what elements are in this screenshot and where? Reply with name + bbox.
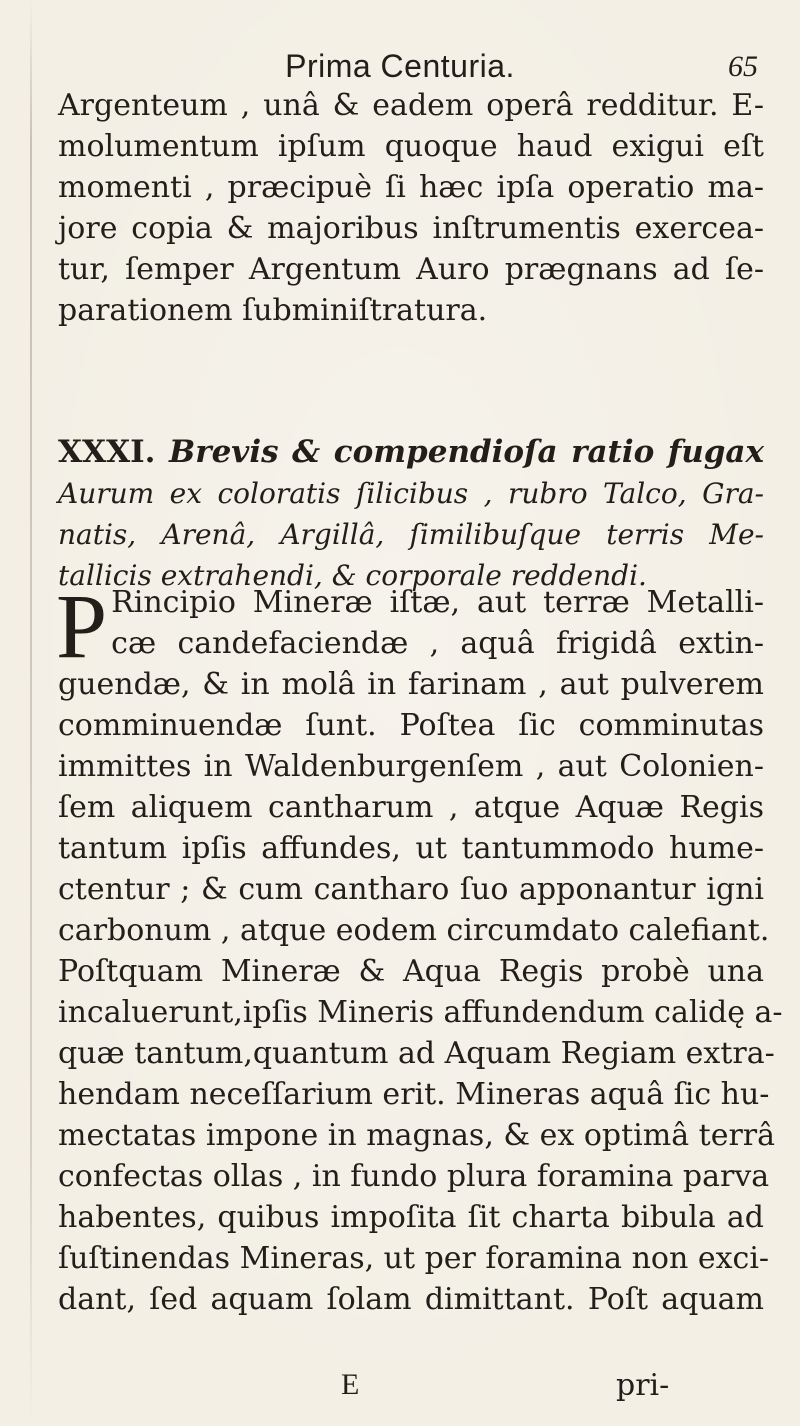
text-line: quæ tantum,quantum ad Aquam Regiam extra- <box>58 1036 775 1071</box>
catchword: pri- <box>616 1368 670 1403</box>
running-title: Prima Centuria. <box>285 48 515 84</box>
text-line: tur, ſemper Argentum Auro prægnans ad ſe- <box>58 252 764 287</box>
gutter-shadow <box>30 0 32 1426</box>
text-line: cæ candefaciendæ , aquâ frigidâ extin- <box>111 626 764 661</box>
page-number: 65 <box>728 50 758 83</box>
text-line: guendæ, & in molâ in farinam , aut pulverem <box>58 667 764 702</box>
text-line: molumentum ipſum quoque haud exigui eſt <box>58 129 764 164</box>
text-line: confectas ollas , in fundo plura foramina parva <box>58 1159 770 1194</box>
text-line: Argenteum , unâ & eadem operâ redditur. E- <box>58 88 764 123</box>
heading-title: Brevis & compendioſa ratio fugax <box>169 434 765 470</box>
text-line: carbonum , atque eodem circumdato calefiant. <box>58 913 770 948</box>
text-line: mectatas impone in magnas, & ex optimâ terrâ <box>58 1118 776 1153</box>
text-line: parationem ſubminiſtratura. <box>58 293 488 328</box>
heading-line <box>58 432 764 473</box>
text-line: Rincipio Mineræ iſtæ, aut terræ Metalli- <box>111 585 764 620</box>
paragraph-argenteum <box>58 85 764 331</box>
drop-cap: P <box>56 575 108 677</box>
text-line: tantum ipſis affundes, ut tantummodo hume- <box>58 831 764 866</box>
text-line: comminuendæ ſunt. Poſtea ſic comminutas <box>58 708 764 743</box>
text-line: Poſtquam Mineræ & Aqua Regis probè una <box>58 954 764 989</box>
text-line: habentes, quibus impoſita ſit charta bibula ad <box>58 1200 764 1235</box>
text-line: dant, ſed aquam ſolam dimittant. Poſt aquam <box>58 1282 764 1317</box>
text-line: incaluerunt,ipſis Mineris affundendum calidę a- <box>58 995 783 1030</box>
text-line: immittes in Waldenburgenſem , aut Colonien- <box>58 749 764 784</box>
text-line: ſem aliquem cantharum , atque Aquæ Regis <box>58 790 764 825</box>
heading-line: tallicis extrahendi, & corporale reddendi. <box>58 559 647 592</box>
section-heading <box>58 432 764 596</box>
text-line: ctentur ; & cum cantharo ſuo apponantur igni <box>58 872 764 907</box>
heading-line: natis, Arenâ, Argillâ, ſimilibuſque terris Me- <box>58 518 764 551</box>
text-line: ſuſtinendas Mineras, ut per foramina non exci- <box>58 1241 770 1276</box>
text-line: hendam neceſſarium erit. Mineras aquâ ſic hu- <box>58 1077 770 1112</box>
page-footer <box>0 1368 800 1408</box>
text-line: momenti , præcipuè ſi hæc ipſa operatio ma- <box>58 170 764 205</box>
text-line: jore copia & majoribus inſtrumentis exercea- <box>58 211 764 246</box>
section-number: XXXI. <box>58 434 156 470</box>
heading-line: Aurum ex coloratis ſilicibus , rubro Talco, Gra- <box>58 477 764 510</box>
signature-mark: E <box>341 1368 360 1401</box>
